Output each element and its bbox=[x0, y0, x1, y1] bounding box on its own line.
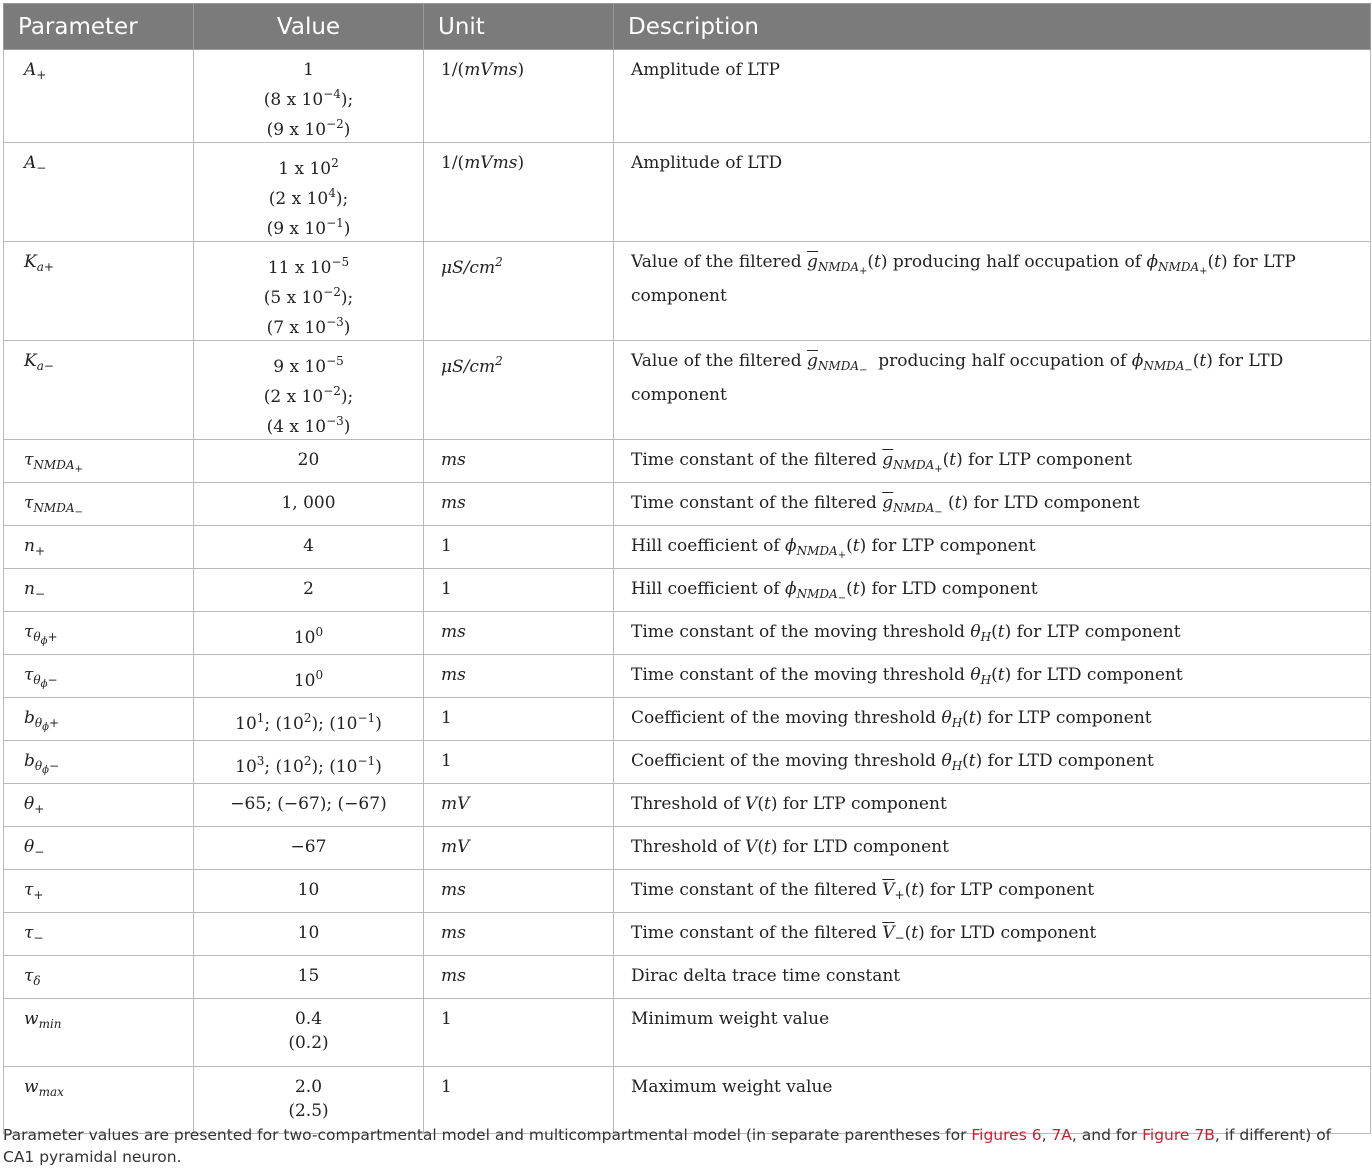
description-cell: Value of the filtered $\overline{g}_{NMDA_-}$ producing half occupation of $\phi_{NMDA_-}(t)$ for LTD component bbox=[614, 341, 1371, 440]
description-cell: Coefficient of the moving threshold $\theta_H(t)$ for LTP component bbox=[614, 698, 1371, 741]
unit-cell: 1 bbox=[424, 569, 614, 612]
value-cell bbox=[194, 526, 424, 569]
value-line: 0.4 bbox=[294, 1009, 323, 1029]
value-cell bbox=[194, 698, 424, 741]
value-line: 1, 000 bbox=[281, 493, 336, 513]
parameter-cell: $\tau_-$ bbox=[4, 913, 194, 956]
description-cell: Amplitude of LTD bbox=[614, 143, 1371, 242]
header-unit: Unit bbox=[424, 4, 614, 50]
table-header-row bbox=[4, 4, 1371, 50]
unit-cell: ms bbox=[424, 440, 614, 483]
table-row bbox=[4, 956, 1371, 999]
value-line: 20 bbox=[297, 450, 320, 470]
value-line: (4 x $10^{-3}$) bbox=[266, 414, 351, 437]
description-cell: Minimum weight value bbox=[614, 999, 1371, 1067]
table-row bbox=[4, 526, 1371, 569]
unit-cell: ms bbox=[424, 956, 614, 999]
parameter-cell: $A_+$ bbox=[4, 50, 194, 143]
header-parameter: Parameter bbox=[4, 4, 194, 50]
table-row bbox=[4, 483, 1371, 526]
parameter-cell: $b_{\theta_\phi-}$ bbox=[4, 741, 194, 784]
value-line: (2 x $10^4$); bbox=[268, 186, 349, 209]
value-line: (0.2) bbox=[288, 1033, 329, 1053]
unit-cell: ms bbox=[424, 913, 614, 956]
unit-cell: ms bbox=[424, 483, 614, 526]
value-cell bbox=[194, 956, 424, 999]
description-cell: Dirac delta trace time constant bbox=[614, 956, 1371, 999]
table-row bbox=[4, 242, 1371, 341]
footnote-text: , and for bbox=[1071, 1126, 1143, 1144]
unit-cell: 1 bbox=[424, 698, 614, 741]
value-cell bbox=[194, 784, 424, 827]
value-cell bbox=[194, 655, 424, 698]
value-line: $10^0$ bbox=[293, 668, 324, 691]
value-line: (9 x $10^{-1}$) bbox=[266, 216, 351, 239]
value-cell bbox=[194, 483, 424, 526]
parameter-cell: $\theta_+$ bbox=[4, 784, 194, 827]
unit-cell: 1 bbox=[424, 741, 614, 784]
value-line: (9 x $10^{-2}$) bbox=[266, 117, 351, 140]
unit-cell: $\mu S/cm^2$ bbox=[424, 341, 614, 440]
value-line: $10^3$; $(10^2)$; $(10^{-1})$ bbox=[235, 754, 382, 777]
description-cell: Time constant of the filtered $\overline{V}_+(t)$ for LTP component bbox=[614, 870, 1371, 913]
figure-link[interactable]: Figure 7B bbox=[1142, 1126, 1215, 1144]
value-line: −65; (−67); (−67) bbox=[230, 794, 387, 814]
value-cell bbox=[194, 50, 424, 143]
table-footnote bbox=[3, 1124, 1363, 1168]
value-line: (2.5) bbox=[288, 1101, 329, 1121]
value-cell bbox=[194, 741, 424, 784]
value-cell bbox=[194, 242, 424, 341]
value-line: $10^1$; $(10^2)$; $(10^{-1})$ bbox=[235, 711, 382, 734]
value-cell bbox=[194, 870, 424, 913]
header-description: Description bbox=[614, 4, 1371, 50]
value-cell bbox=[194, 999, 424, 1067]
parameter-cell: $\tau_{NMDA_+}$ bbox=[4, 440, 194, 483]
unit-cell: ms bbox=[424, 870, 614, 913]
table-row bbox=[4, 698, 1371, 741]
value-line: 15 bbox=[297, 966, 320, 986]
unit-cell: 1 bbox=[424, 999, 614, 1067]
unit-cell: 1 bbox=[424, 526, 614, 569]
value-cell bbox=[194, 612, 424, 655]
figure-link[interactable]: 7A bbox=[1051, 1126, 1072, 1144]
value-line: (8 x $10^{-4}$); bbox=[263, 87, 354, 110]
footnote-text: , bbox=[1041, 1126, 1052, 1144]
value-line: 10 bbox=[297, 923, 320, 943]
value-cell bbox=[194, 913, 424, 956]
value-line: (7 x $10^{-3}$) bbox=[266, 315, 351, 338]
footnote-text: , if different) of CA1 pyramidal neuron. bbox=[3, 1126, 1332, 1166]
parameter-cell: $\theta_-$ bbox=[4, 827, 194, 870]
table-row bbox=[4, 440, 1371, 483]
unit-cell: 1/(mVms) bbox=[424, 50, 614, 143]
value-cell bbox=[194, 143, 424, 242]
description-cell: Hill coefficient of $\phi_{NMDA_-}(t)$ for LTD component bbox=[614, 569, 1371, 612]
parameter-cell: $b_{\theta_\phi+}$ bbox=[4, 698, 194, 741]
parameter-cell: $w_{min}$ bbox=[4, 999, 194, 1067]
parameter-cell: $A_-$ bbox=[4, 143, 194, 242]
unit-cell: 1 bbox=[424, 1067, 614, 1134]
parameter-cell: $n_+$ bbox=[4, 526, 194, 569]
figure-link[interactable]: Figures 6 bbox=[971, 1126, 1042, 1144]
unit-cell: ms bbox=[424, 655, 614, 698]
unit-cell: $\mu S/cm^2$ bbox=[424, 242, 614, 341]
parameter-cell: $\tau_{\theta_\phi-}$ bbox=[4, 655, 194, 698]
parameter-table-container bbox=[3, 3, 1370, 1134]
parameter-cell: $\tau_{\theta_\phi+}$ bbox=[4, 612, 194, 655]
value-cell bbox=[194, 827, 424, 870]
description-cell: Time constant of the filtered $\overline{g}_{NMDA_+}(t)$ for LTP component bbox=[614, 440, 1371, 483]
description-cell: Time constant of the filtered $\overline{V}_-(t)$ for LTD component bbox=[614, 913, 1371, 956]
table-row bbox=[4, 999, 1371, 1067]
table-row bbox=[4, 741, 1371, 784]
parameter-cell: $\tau_\delta$ bbox=[4, 956, 194, 999]
header-value: Value bbox=[194, 4, 424, 50]
value-cell bbox=[194, 569, 424, 612]
description-cell: Threshold of V(t) for LTD component bbox=[614, 827, 1371, 870]
table-row bbox=[4, 50, 1371, 143]
value-cell bbox=[194, 341, 424, 440]
value-line: 10 bbox=[297, 880, 320, 900]
value-line: $10^0$ bbox=[293, 625, 324, 648]
table-row bbox=[4, 341, 1371, 440]
description-cell: Amplitude of LTP bbox=[614, 50, 1371, 143]
parameter-cell: $\tau_{NMDA_-}$ bbox=[4, 483, 194, 526]
description-cell: Time constant of the moving threshold $\theta_H(t)$ for LTD component bbox=[614, 655, 1371, 698]
value-line: 4 bbox=[303, 536, 314, 556]
value-line: 9 x $10^{-5}$ bbox=[273, 354, 344, 377]
table-row bbox=[4, 870, 1371, 913]
description-cell: Hill coefficient of $\phi_{NMDA_+}(t)$ for LTP component bbox=[614, 526, 1371, 569]
value-cell bbox=[194, 440, 424, 483]
description-cell: Maximum weight value bbox=[614, 1067, 1371, 1134]
table-row bbox=[4, 913, 1371, 956]
unit-cell: mV bbox=[424, 784, 614, 827]
value-line: 1 bbox=[303, 60, 314, 80]
parameter-cell: $K_{a+}$ bbox=[4, 242, 194, 341]
description-cell: Threshold of V(t) for LTP component bbox=[614, 784, 1371, 827]
table-row bbox=[4, 143, 1371, 242]
table-row bbox=[4, 784, 1371, 827]
parameter-cell: $w_{max}$ bbox=[4, 1067, 194, 1134]
value-line: (2 x $10^{-2}$); bbox=[263, 384, 354, 407]
description-cell: Value of the filtered $\overline{g}_{NMDA_+}(t)$ producing half occupation of $\phi_{NMDA_+}(t)$ for LTP component bbox=[614, 242, 1371, 341]
parameter-cell: $\tau_+$ bbox=[4, 870, 194, 913]
description-cell: Time constant of the moving threshold $\theta_H(t)$ for LTP component bbox=[614, 612, 1371, 655]
table-row bbox=[4, 827, 1371, 870]
parameter-cell: $n_-$ bbox=[4, 569, 194, 612]
unit-cell: 1/(mVms) bbox=[424, 143, 614, 242]
table-row bbox=[4, 612, 1371, 655]
value-line: 11 x $10^{-5}$ bbox=[267, 255, 350, 278]
value-line: 2.0 bbox=[294, 1077, 323, 1097]
unit-cell: ms bbox=[424, 612, 614, 655]
footnote-text: Parameter values are presented for two-compartmental model and multicompartmental model (in separate parentheses for bbox=[3, 1126, 972, 1144]
unit-cell: mV bbox=[424, 827, 614, 870]
value-line: 1 x $10^2$ bbox=[278, 156, 339, 179]
parameter-table bbox=[3, 3, 1371, 1134]
table-row bbox=[4, 569, 1371, 612]
value-line: 2 bbox=[303, 579, 314, 599]
parameter-cell: $K_{a-}$ bbox=[4, 341, 194, 440]
description-cell: Time constant of the filtered $\overline{g}_{NMDA_-}$ (t) for LTD component bbox=[614, 483, 1371, 526]
value-line: −67 bbox=[290, 837, 327, 857]
description-cell: Coefficient of the moving threshold $\theta_H(t)$ for LTD component bbox=[614, 741, 1371, 784]
value-line: (5 x $10^{-2}$); bbox=[263, 285, 354, 308]
table-row bbox=[4, 655, 1371, 698]
